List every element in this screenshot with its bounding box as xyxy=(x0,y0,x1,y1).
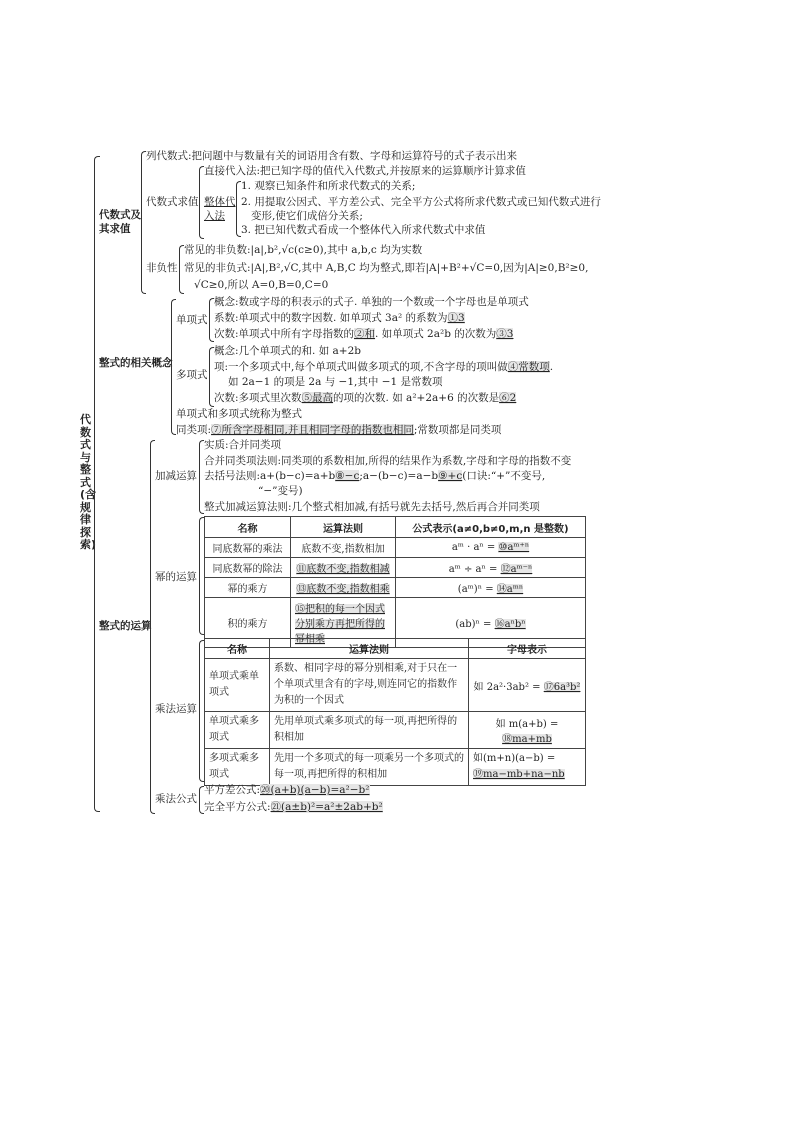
table-row xyxy=(205,659,586,712)
cheng-row0-formula xyxy=(469,659,586,712)
mi-table xyxy=(204,516,586,648)
sec1-title-line1: 代数式及 xyxy=(99,209,141,221)
jj-qukuohao-mid: ;a−(b−c)=a−b xyxy=(359,470,439,482)
mi-row0-formula xyxy=(396,538,586,558)
blank-18: ⑱ma+mb xyxy=(502,734,552,745)
cheng-th-formula: 字母表示 xyxy=(469,639,586,659)
dan-xishu-text: 系数:单项式中的数字因数. 如单项式 3a² 的系数为 xyxy=(214,312,448,324)
mi-row2-formula xyxy=(396,578,586,598)
duo-cishu-mid: 的项的次数. 如 a²+2a+6 的次数是 xyxy=(333,392,500,404)
mi-row2-formula-pre: (aᵐ)ⁿ = xyxy=(457,584,497,595)
jj-fazhe: 整式加减运算法则:几个整式相加减,有括号就先去括号,然后再合并同类项 xyxy=(204,501,540,513)
cheng-row2-formula-pre: 如(m+n)(a−b) = xyxy=(473,753,556,764)
mi-row1-formula xyxy=(396,558,586,578)
tonglei-text: 同类项: xyxy=(176,424,212,436)
zhengti-label-1: 整体代 xyxy=(204,196,236,208)
feifu-label: 非负性 xyxy=(146,262,178,274)
cheng-row0-name: 单项式乘单项式 xyxy=(205,659,270,712)
lie-daishushi: 列代数式:把问题中与数量有关的词语用含有数、字母和运算符号的式子表示出来 xyxy=(146,150,518,162)
mi-row3-name: 积的乘方 xyxy=(205,598,291,648)
qiuzhi-label: 代数式求值 xyxy=(146,196,199,208)
zhijie-dairu: 直接代入法:把已知字母的值代入代数式,并按原来的运算顺序计算求值 xyxy=(204,165,526,177)
cheng-row1-formula-pre: 如 m(a+b) = xyxy=(495,719,559,730)
root-brace xyxy=(94,156,100,812)
zhengti-step3: 3. 把已知代数式看成一个整体代入所求代数式中求值 xyxy=(241,224,486,236)
cheng-row2-name: 多项式乘多项式 xyxy=(205,749,270,786)
blank-21: ㉑(a±b)²=a²±2ab+b² xyxy=(270,801,383,813)
cheng-table-header xyxy=(205,639,586,659)
blank-19: ⑲ma−mb+na−nb xyxy=(473,769,565,780)
jj-qukuohao-post: (口诀:“+”不变号, xyxy=(462,470,546,482)
mi-row0-name: 同底数幂的乘法 xyxy=(205,538,291,558)
wanquanpingfang xyxy=(204,801,383,814)
mi-label: 幂的运算 xyxy=(155,571,197,583)
mi-row0-rule: 底数不变,指数相加 xyxy=(291,538,396,558)
duo-xiang-example: 如 2a−1 的项是 2a 与 −1,其中 −1 是常数项 xyxy=(228,376,443,388)
feifu-shu: 常见的非负数:|a|,b²,√c(c≥0),其中 a,b,c 均为实数 xyxy=(184,244,423,256)
table-row xyxy=(205,712,586,749)
cheng-row2-formula xyxy=(469,749,586,786)
zhengshi-def: 单项式和多项式统称为整式 xyxy=(176,408,302,420)
mi-row1-formula-pre: aᵐ ÷ aⁿ = xyxy=(448,564,501,575)
duo-cishu xyxy=(214,392,516,405)
duo-xiang-text: 项:一个多项式中,每个单项式叫做多项式的项,不含字母的项叫做 xyxy=(214,361,508,373)
sec3-brace xyxy=(150,440,155,814)
blank-10: ⑩aᵐ⁺ⁿ xyxy=(498,542,530,553)
sec1-title-line2: 其求值 xyxy=(99,223,131,235)
dan-xishu xyxy=(214,312,465,325)
blank-14: ⑭aᵐⁿ xyxy=(496,584,524,595)
mi-row2-name: 幂的乘方 xyxy=(205,578,291,598)
mi-row1-rule-cell xyxy=(291,558,396,578)
table-row xyxy=(205,749,586,786)
sec2-title: 整式的相关概念 xyxy=(99,357,173,369)
zhengti-step1: 1. 观察已知条件和所求代数式的关系; xyxy=(241,180,416,192)
mi-table-header xyxy=(205,517,586,538)
dan-gainian: 概念:数或字母的积表示的式子. 单独的一个数或一个字母也是单项式 xyxy=(214,296,529,308)
duo-cishu-text: 次数:多项式里次数 xyxy=(214,392,302,404)
table-row xyxy=(205,578,586,598)
jj-hebing: 合并同类项法则:同类项的系数相加,所得的结果作为系数,字母和字母的指数不变 xyxy=(204,455,572,467)
table-row xyxy=(205,558,586,578)
blank-5: ⑤最高 xyxy=(301,392,334,404)
blank-4: ④常数项 xyxy=(507,361,550,373)
tonglei-xiang xyxy=(176,424,501,437)
cheng-row0-rule: 系数、相同字母的幂分别相乘,对于只在一个单项式里含有的字母,则连同它的指数作为积的一个因式 xyxy=(270,659,469,712)
cheng-row1-rule: 先用单项式乘多项式的每一项,再把所得的积相加 xyxy=(270,712,469,749)
duo-xiang xyxy=(214,361,553,374)
root-title: 代数式与整式(含规律探索) xyxy=(80,413,97,551)
blank-6: ⑥2 xyxy=(499,392,517,404)
dan-cishu-mid: . 如单项式 2a²b 的次数为 xyxy=(375,328,497,340)
mi-row1-name: 同底数幂的除法 xyxy=(205,558,291,578)
jj-qukuohao-cont: “−”变号) xyxy=(258,485,303,497)
pingfangcha xyxy=(204,784,370,797)
jj-shizhi: 实质:合并同类项 xyxy=(204,439,282,451)
mi-row3-formula-pre: (ab)ⁿ = xyxy=(455,619,495,630)
pingfangcha-text: 平方差公式: xyxy=(204,784,261,796)
blank-8: ⑧−c xyxy=(335,470,360,482)
mi-row0-formula-pre: aᵐ · aⁿ = xyxy=(451,542,499,553)
blank-16: ⑯aⁿbⁿ xyxy=(494,619,526,630)
feifu-shi-cont: √C≥0,所以 A=0,B=0,C=0 xyxy=(194,279,329,291)
wanquanpingfang-text: 完全平方公式: xyxy=(204,801,271,813)
mi-row2-rule-cell xyxy=(291,578,396,598)
mi-th-name: 名称 xyxy=(205,517,291,538)
blank-7: ⑦所含字母相同,并且相同字母的指数也相同 xyxy=(211,424,414,436)
blank-11: ⑪底数不变,指数相减 xyxy=(296,564,390,575)
zhengti-step2a: 2. 用提取公因式、平方差公式、完全平方公式将所求代数式或已知代数式进行 xyxy=(241,196,601,208)
duo-xiang-post: . xyxy=(549,361,554,373)
blank-15: ⑮把积的每一个因式分别乘方再把所得的幂相乘 xyxy=(295,604,385,645)
blank-2: ②和 xyxy=(354,328,376,340)
blank-3: ③3 xyxy=(496,328,514,340)
blank-20: ⑳(a+b)(a−b)=a²−b² xyxy=(260,784,370,796)
feifu-shi: 常见的非负式:|A|,B²,√C,其中 A,B,C 均为整式,即若|A|+B²+√C=0,因为|A|≥0,B²≥0, xyxy=(184,262,589,274)
cheng-row1-name: 单项式乘多项式 xyxy=(205,712,270,749)
blank-13: ⑬底数不变,指数相乘 xyxy=(296,584,390,595)
mi-th-rule: 运算法则 xyxy=(291,517,396,538)
mi-th-formula: 公式表示(a≠0,b≠0,m,n 是整数) xyxy=(396,517,586,538)
dan-cishu xyxy=(214,328,513,341)
gongshi-label: 乘法公式 xyxy=(155,793,197,805)
cheng-th-name: 名称 xyxy=(205,639,270,659)
jiajian-label: 加减运算 xyxy=(155,470,197,482)
jj-qukuohao-text: 去括号法则:a+(b−c)=a+b xyxy=(204,470,336,482)
table-row xyxy=(205,538,586,558)
dan-label: 单项式 xyxy=(176,314,208,326)
cheng-table xyxy=(204,638,586,786)
cheng-label: 乘法运算 xyxy=(155,703,197,715)
zhengti-label-2: 入法 xyxy=(204,210,225,222)
blank-9: ⑨+c xyxy=(438,470,463,482)
duo-label: 多项式 xyxy=(176,369,208,381)
blank-17: ⑰6a³b² xyxy=(543,681,581,693)
tonglei-post: ;常数项都是同类项 xyxy=(413,424,502,436)
blank-12: ⑫aᵐ⁻ⁿ xyxy=(500,564,533,575)
zhengti-step2b: 变形,使它们成倍分关系; xyxy=(251,210,363,222)
dan-cishu-text: 次数:单项式中所有字母指数的 xyxy=(214,328,355,340)
jj-qukuohao xyxy=(204,470,545,483)
blank-1: ①3 xyxy=(447,312,465,324)
duo-gainian: 概念:几个单项式的和. 如 a+2b xyxy=(214,345,362,357)
cheng-th-rule: 运算法则 xyxy=(270,639,469,659)
cheng-row1-formula xyxy=(469,712,586,749)
cheng-row0-formula-pre: 如 2a²·3ab² = xyxy=(473,681,544,693)
cheng-row2-rule: 先用一个多项式的每一项乘另一个多项式的每一项,再把所得的积相加 xyxy=(270,749,469,786)
sec3-title: 整式的运算 xyxy=(99,620,152,632)
